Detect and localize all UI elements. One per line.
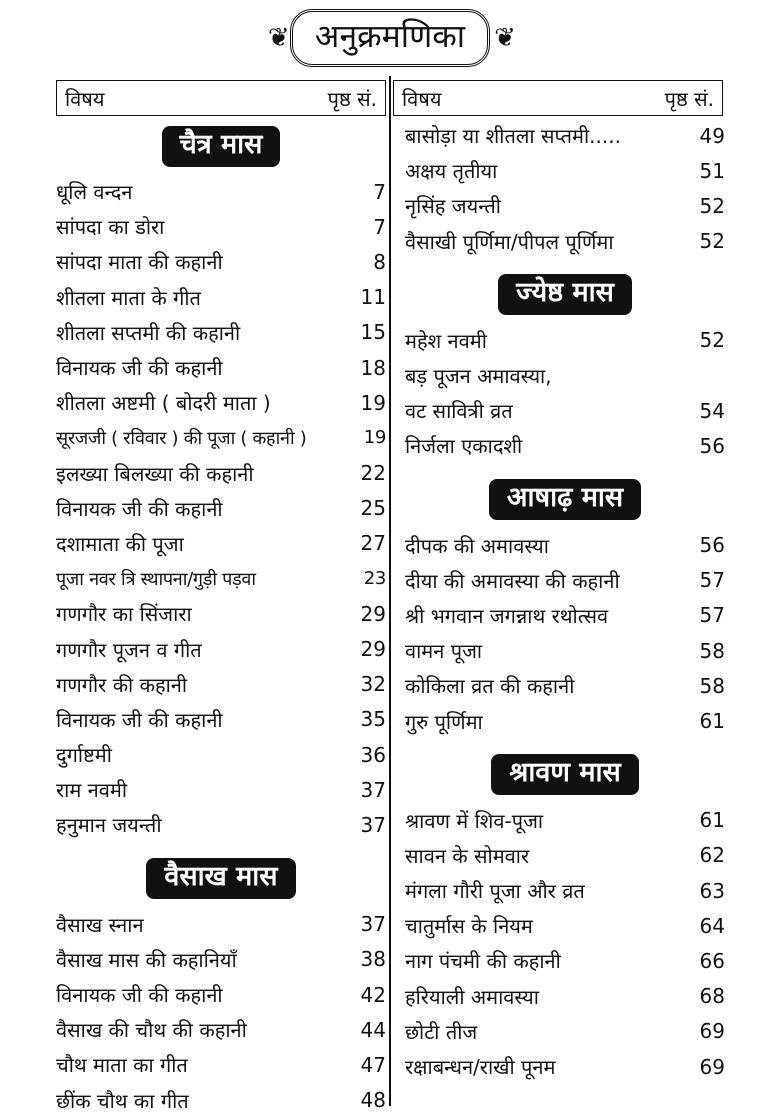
entry-page: 52 — [699, 229, 725, 254]
left-column — [56, 118, 386, 1118]
entry-title: श्री भगवान जगन्नाथ रथोत्सव — [405, 603, 609, 628]
section-heading — [405, 747, 725, 803]
entry-title: शीतला अष्टमी ( बोदरी माता ) — [56, 391, 271, 416]
toc-entry — [56, 280, 386, 315]
entry-page: 64 — [699, 913, 725, 938]
entry-title: चौथ माता का गीत — [56, 1053, 188, 1078]
toc-entry — [405, 668, 725, 703]
entry-title: विनायक जी की कहानी — [56, 983, 223, 1008]
entry-title: विनायक जी की कहानी — [56, 707, 223, 732]
entry-title: कोकिला व्रत की कहानी — [405, 674, 575, 699]
toc-entry — [405, 838, 725, 873]
entry-title: नाग पंचमी की कहानी — [405, 949, 561, 974]
entry-page: 11 — [360, 285, 386, 310]
toc-entry — [56, 596, 386, 631]
entry-title: अक्षय तृतीया — [405, 159, 498, 184]
entry-title: नृसिंह जयन्ती — [405, 194, 501, 219]
entry-title: छींक चौथ का गीत — [56, 1088, 189, 1113]
entry-page: 68 — [699, 984, 725, 1009]
toc-entry — [56, 702, 386, 737]
entry-title: दशामाता की पूजा — [56, 531, 184, 556]
entry-title: सांपदा माता की कहानी — [56, 250, 223, 275]
toc-entry — [56, 1012, 386, 1047]
entry-title: सांपदा का डोरा — [56, 215, 165, 240]
subject-label: विषय — [65, 86, 105, 111]
entry-page: 54 — [699, 398, 725, 423]
entry-page: 36 — [360, 742, 386, 767]
entry-page: 15 — [360, 320, 386, 345]
entry-title: निर्जला एकादशी — [405, 434, 523, 459]
entry-page: 47 — [360, 1052, 386, 1077]
entry-page: 49 — [699, 123, 725, 148]
entry-title: गणगौर की कहानी — [56, 672, 188, 697]
entry-title: शीतला माता के गीत — [56, 285, 201, 310]
entry-title: विनायक जी की कहानी — [56, 496, 223, 521]
entry-title: इलख्या बिलख्या की कहानी — [56, 461, 254, 486]
section-title: वैसाख मास — [146, 858, 295, 899]
entry-page: 27 — [360, 531, 386, 556]
entry-page: 52 — [699, 328, 725, 353]
toc-entry — [405, 979, 725, 1014]
entry-title: रक्षाबन्धन/राखी पूनम — [405, 1055, 556, 1080]
entry-title: गुरु पूर्णिमा — [405, 709, 483, 734]
toc-entry — [56, 385, 386, 420]
entry-title: गणगौर का सिंजारा — [56, 602, 192, 627]
toc-entry — [56, 1083, 386, 1118]
toc-entry — [405, 1014, 725, 1049]
toc-entry — [405, 323, 725, 358]
toc-entry — [56, 209, 386, 244]
entry-page: 38 — [360, 947, 386, 972]
entry-title: सूरजजी ( रविवार ) की पूजा ( कहानी ) — [56, 427, 307, 449]
toc-entry — [405, 188, 725, 223]
entry-title: बासोड़ा या शीतला सप्तमी..... — [405, 124, 621, 149]
entry-page: 8 — [373, 249, 386, 274]
page-label: पृष्ठ सं. — [664, 86, 714, 111]
entry-title: दीया की अमावस्या की कहानी — [405, 568, 620, 593]
entry-page: 56 — [699, 533, 725, 558]
entry-page: 29 — [360, 637, 386, 662]
entry-page: 56 — [699, 433, 725, 458]
entry-title: वट सावित्री व्रत — [405, 399, 513, 424]
toc-entry — [405, 358, 725, 393]
toc-entry — [405, 393, 725, 428]
entry-page: 7 — [373, 214, 386, 239]
entry-title: सावन के सोमवार — [405, 843, 530, 868]
toc-entry — [56, 244, 386, 279]
entry-title: श्रावण में शिव-पूजा — [405, 808, 544, 833]
entry-title: बड़ पूजन अमावस्या, — [405, 364, 552, 389]
entry-title: वामन पूजा — [405, 639, 483, 664]
entry-page: 37 — [360, 812, 386, 837]
entry-page: 37 — [360, 777, 386, 802]
entry-page: 44 — [360, 1017, 386, 1042]
entry-title: पूजा नवर त्रि स्थापना/गुड़ी पड़वा — [56, 568, 256, 590]
entry-title: हनुमान जयन्ती — [56, 813, 162, 838]
entry-title: महेश नवमी — [405, 328, 487, 353]
toc-entry — [405, 703, 725, 738]
entry-page: 23 — [363, 568, 386, 590]
entry-page: 61 — [699, 808, 725, 833]
section-title: श्रावण मास — [491, 754, 638, 795]
right-column — [405, 118, 725, 1084]
toc-entry — [56, 1047, 386, 1082]
entry-title: दीपक की अमावस्या — [405, 533, 549, 558]
left-column-header — [56, 80, 386, 116]
entry-page: 18 — [360, 355, 386, 380]
toc-entry — [56, 977, 386, 1012]
entry-page: 52 — [699, 193, 725, 218]
entry-page: 19 — [360, 390, 386, 415]
entry-page: 22 — [360, 461, 386, 486]
toc-entry — [405, 224, 725, 259]
toc-entry — [56, 315, 386, 350]
toc-entry — [405, 428, 725, 463]
entry-page: 29 — [360, 601, 386, 626]
toc-entry — [405, 153, 725, 188]
entry-page: 57 — [699, 568, 725, 593]
right-ornament-icon: ❦ — [494, 23, 516, 53]
page-title: अनुक्रमणिका — [290, 9, 490, 67]
entry-page: 69 — [699, 1019, 725, 1044]
entry-page: 51 — [699, 158, 725, 183]
column-divider — [389, 76, 391, 1106]
entry-title: विनायक जी की कहानी — [56, 356, 223, 381]
toc-entry — [405, 908, 725, 943]
entry-title: वैसाखी पूर्णिमा/पीपल पूर्णिमा — [405, 229, 614, 254]
toc-entry — [405, 598, 725, 633]
toc-entry — [405, 873, 725, 908]
entry-page: 7 — [373, 179, 386, 204]
entry-title: गणगौर पूजन व गीत — [56, 637, 202, 662]
entry-title: वैसाख की चौथ की कहानी — [56, 1018, 247, 1043]
entry-title: दुर्गाष्टमी — [56, 743, 112, 768]
toc-entry — [56, 631, 386, 666]
entry-page: 66 — [699, 948, 725, 973]
entry-page: 63 — [699, 878, 725, 903]
toc-entry — [56, 907, 386, 942]
toc-entry — [56, 807, 386, 842]
title-banner — [0, 6, 780, 70]
toc-entry — [405, 803, 725, 838]
entry-page: 48 — [360, 1088, 386, 1113]
toc-entry — [56, 491, 386, 526]
entry-page: 62 — [699, 843, 725, 868]
entry-page: 37 — [360, 912, 386, 937]
entry-title: मंगला गौरी पूजा और व्रत — [405, 879, 585, 904]
entry-page: 19 — [363, 427, 386, 449]
entry-page: 58 — [699, 673, 725, 698]
toc-entry — [405, 528, 725, 563]
toc-entry — [405, 943, 725, 978]
toc-entry — [56, 561, 386, 596]
page-label: पृष्ठ सं. — [327, 86, 377, 111]
entry-title: धूलि वन्दन — [56, 180, 133, 205]
entry-title: चातुर्मास के नियम — [405, 914, 533, 939]
entry-title: राम नवमी — [56, 778, 128, 803]
toc-entry — [56, 526, 386, 561]
entry-title: हरियाली अमावस्या — [405, 984, 539, 1009]
toc-entry — [56, 667, 386, 702]
toc-entry — [405, 563, 725, 598]
entry-title: वैसाख मास की कहानियाँ — [56, 947, 237, 972]
toc-entry — [56, 174, 386, 209]
entry-title: छोटी तीज — [405, 1019, 478, 1044]
toc-entry — [56, 420, 386, 455]
section-title: ज्येष्ठ मास — [498, 274, 632, 315]
entry-page: 69 — [699, 1054, 725, 1079]
entry-page: 42 — [360, 982, 386, 1007]
toc-entry — [405, 633, 725, 668]
section-heading — [405, 267, 725, 323]
entry-page: 32 — [360, 672, 386, 697]
section-heading — [56, 118, 386, 174]
section-heading — [405, 472, 725, 528]
subject-label: विषय — [402, 86, 442, 111]
toc-entry — [405, 1049, 725, 1084]
entry-page: 25 — [360, 496, 386, 521]
entry-page: 61 — [699, 709, 725, 734]
toc-entry — [56, 456, 386, 491]
entry-page: 35 — [360, 707, 386, 732]
toc-entry — [405, 118, 725, 153]
section-title: आषाढ़ मास — [489, 479, 641, 520]
section-heading — [56, 851, 386, 907]
toc-entry — [56, 737, 386, 772]
entry-title: शीतला सप्तमी की कहानी — [56, 320, 241, 345]
toc-entry — [56, 350, 386, 385]
entry-page: 57 — [699, 603, 725, 628]
toc-entry — [56, 772, 386, 807]
entry-title: वैसाख स्नान — [56, 912, 144, 937]
entry-page: 58 — [699, 638, 725, 663]
section-title: चैत्र मास — [162, 126, 281, 167]
left-ornament-icon: ❦ — [267, 23, 290, 53]
toc-entry — [56, 942, 386, 977]
right-column-header — [393, 80, 723, 116]
